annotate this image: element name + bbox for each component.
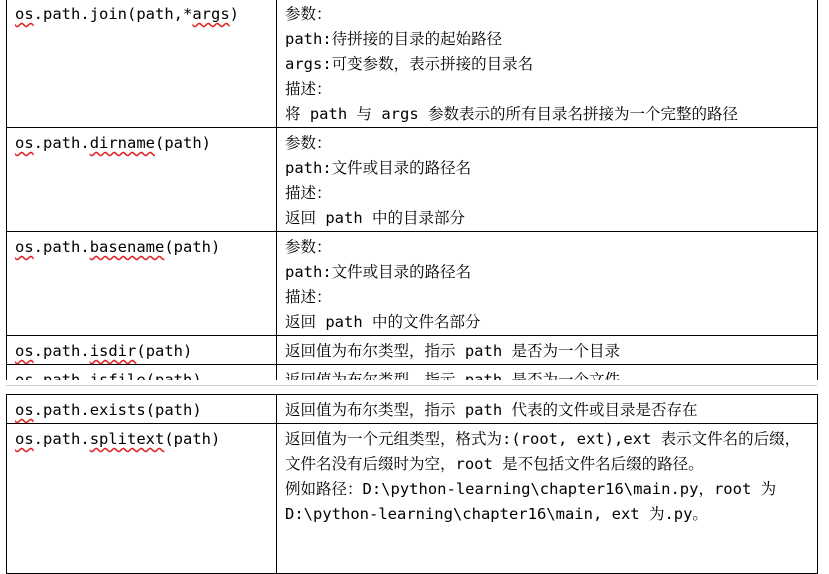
function-signature-cell: os.path.dirname(path) [7,128,277,232]
module-name: os [15,5,34,23]
function-args: (path) [164,238,221,256]
function-name: isdir [89,342,137,360]
description-line: 描述： [285,288,332,306]
page-break-divider [6,385,817,386]
table-row [7,232,818,336]
function-signature-cell: os.path.splitext(path) [7,424,277,574]
table-row [7,128,818,232]
function-args: (path) [136,342,193,360]
description-cell [277,128,818,232]
description-line: 返回值为布尔类型，指示 path 是否为一个目录 [285,342,620,360]
module-name: os [15,134,34,152]
submodule-name: path [43,5,81,23]
table-row [7,424,818,574]
description-line: 参数： [285,134,332,152]
description-line: 描述： [285,80,332,98]
description-line: 将 path 与 args 参数表示的所有目录名拼接为一个完整的路径 [285,105,738,123]
module-name: os [15,238,34,256]
description-line: 描述： [285,184,332,202]
example-line: 例如路径：D:\python-learning\chapter16\main.py，root 为 [285,480,777,498]
function-name: basename [89,238,165,256]
description-cell [277,424,818,574]
description-line: args:可变参数，表示拼接的目录名 [285,55,534,73]
function-args: (path) [164,430,221,448]
os-path-functions-table-1 [6,0,818,394]
function-args: (path,* [127,5,193,23]
submodule-name: path [43,238,81,256]
module-name: os [15,401,34,419]
table-row [7,0,818,128]
page-gap [0,380,829,394]
module-name: os [15,342,34,360]
submodule-name: path [43,134,81,152]
description-line: path:文件或目录的路径名 [285,159,472,177]
function-args-close: ) [229,5,240,23]
function-signature-cell: os.path.basename(path) [7,232,277,336]
description-line: 返回 path 中的文件名部分 [285,313,481,331]
function-name: join [89,5,128,23]
description-line: path:待拼接的目录的起始路径 [285,30,503,48]
description-line: 返回值为布尔类型，指示 path 代表的文件或目录是否存在 [285,401,698,419]
description-cell [277,336,818,365]
example-line: D:\python-learning\chapter16\main, ext 为.py。 [285,505,708,523]
os-path-functions-table-2 [6,394,818,574]
function-name: splitext [89,430,165,448]
description-cell [277,232,818,336]
function-signature-cell: os.path.exists(path) [7,395,277,424]
table-row [7,336,818,365]
table-row [7,395,818,424]
function-signature-cell: os.path.join(path,*args) [7,0,277,128]
submodule-name: path [43,401,81,419]
description-line: 返回 path 中的目录部分 [285,209,465,227]
description-line: 参数： [285,5,332,23]
function-args: (path) [145,401,202,419]
description-paragraph: 返回值为一个元组类型，格式为:(root, ext),ext 表示文件名的后缀，文件名没有后缀时为空，root 是不包括文件名后缀的路径。 [285,430,801,473]
function-args-squiggled: args [192,5,230,23]
submodule-name: path [43,342,81,360]
description-cell [277,395,818,424]
function-signature-cell: os.path.isdir(path) [7,336,277,365]
description-line: 参数： [285,238,332,256]
module-name: os [15,430,34,448]
function-name: dirname [89,134,156,152]
description-cell [277,0,818,128]
function-name: exists [89,401,146,419]
description-line: path:文件或目录的路径名 [285,263,472,281]
submodule-name: path [43,430,81,448]
function-args: (path) [155,134,212,152]
